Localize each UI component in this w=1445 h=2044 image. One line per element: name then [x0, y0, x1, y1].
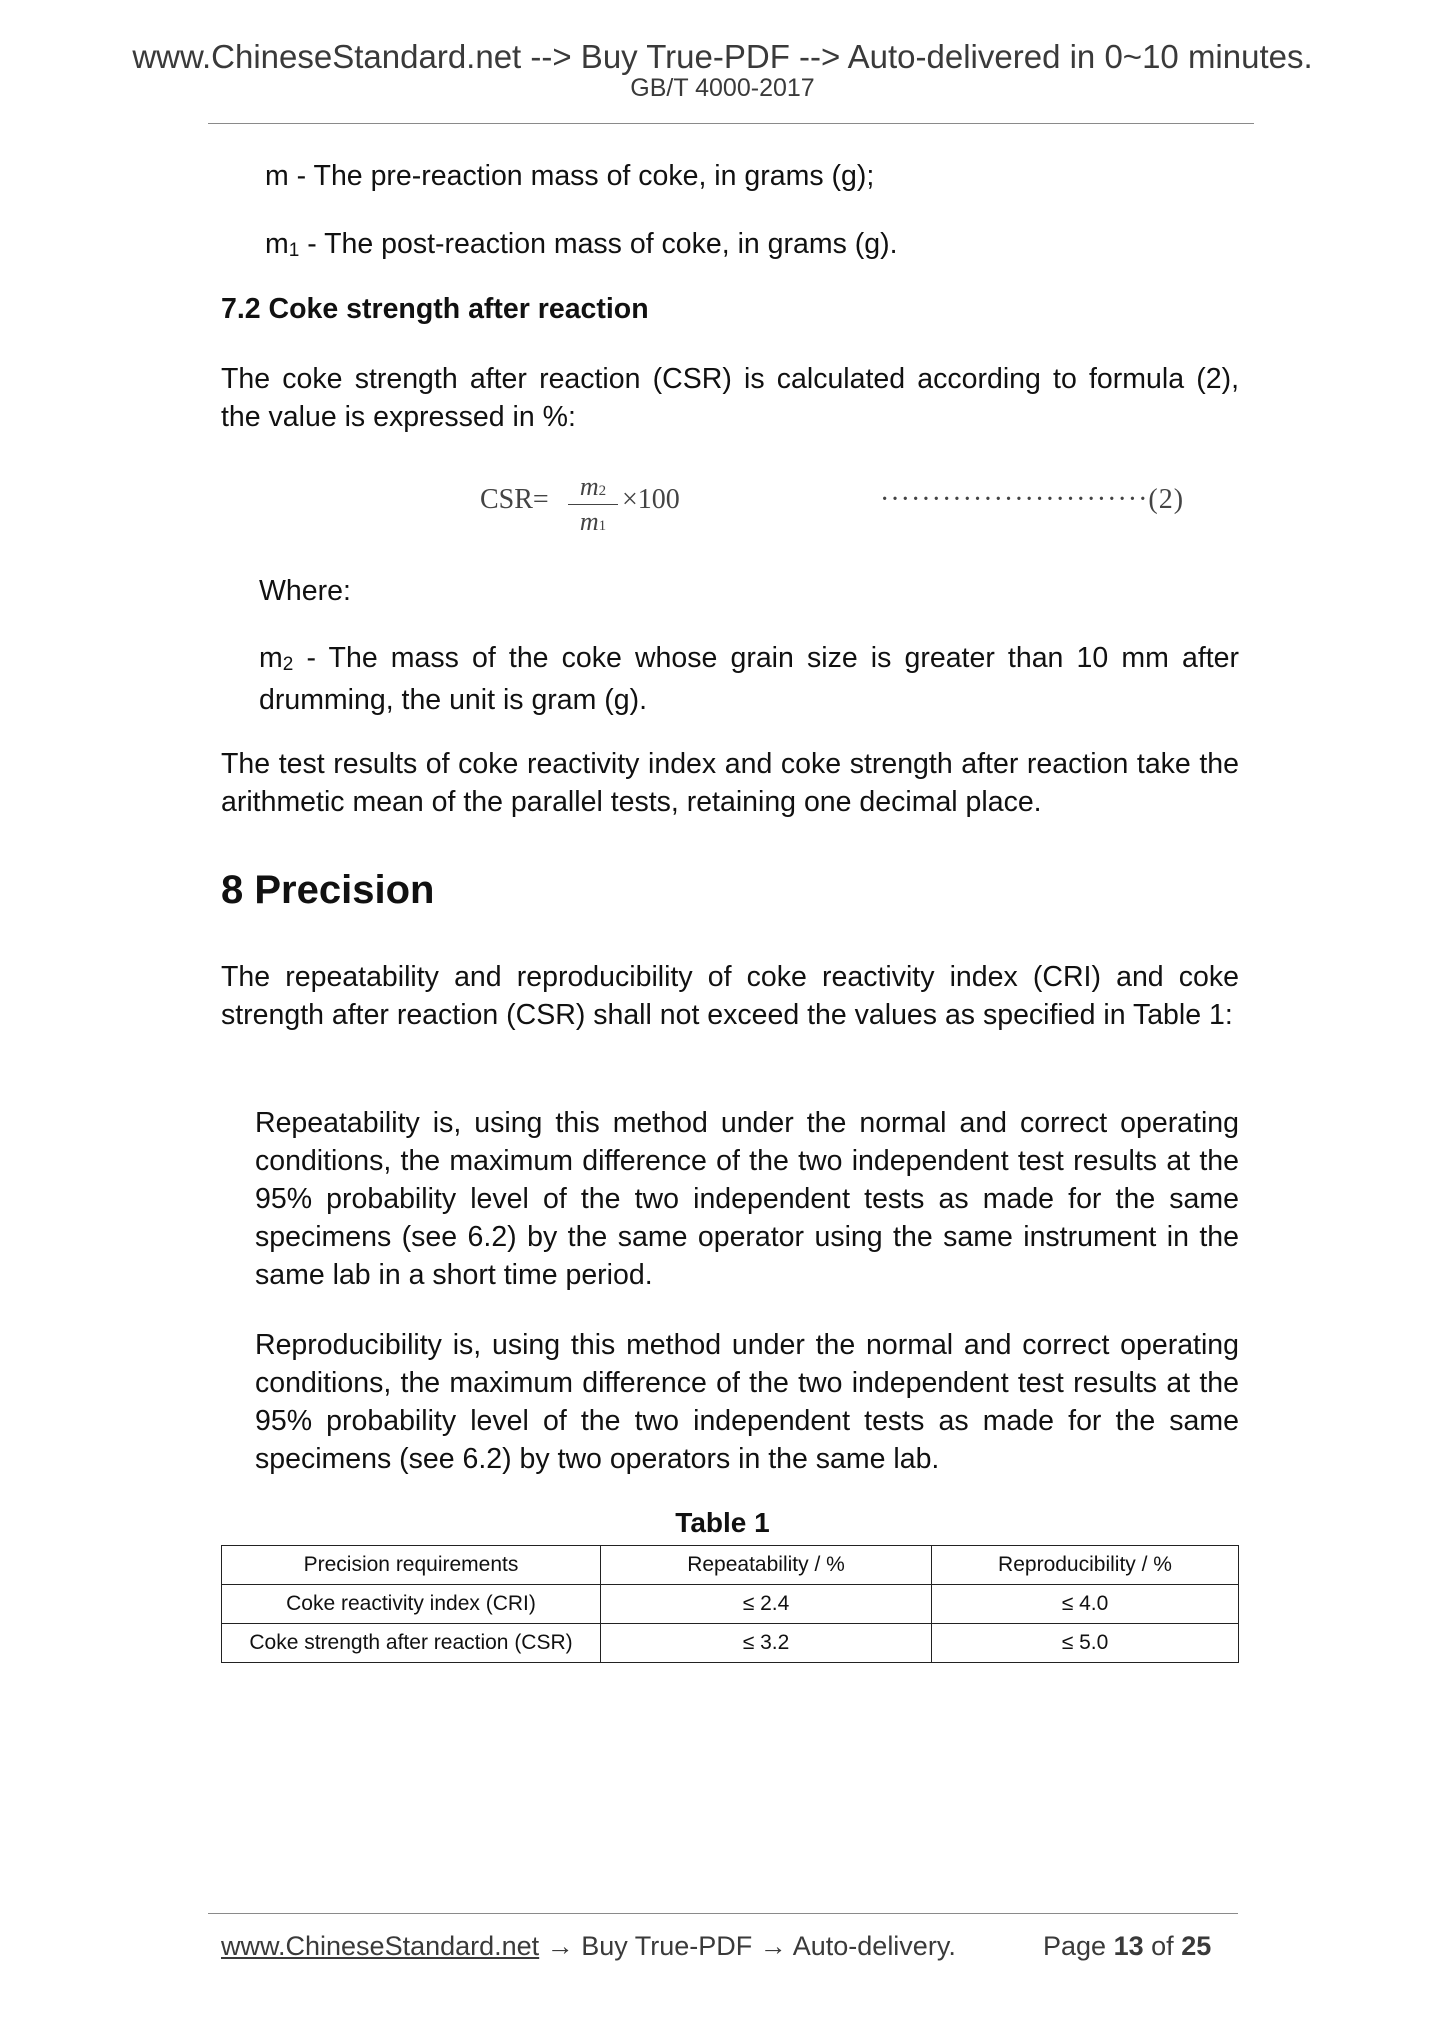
precision-table	[221, 1545, 1239, 1663]
def-m: m - The pre-reaction mass of coke, in grams (g);	[265, 160, 875, 192]
heading-8-precision: 8 Precision	[221, 868, 435, 912]
paragraph-csr-intro: The coke strength after reaction (CSR) is calculated according to formula (2), the value is expressed in %:	[221, 363, 1239, 433]
header-banner: www.ChineseStandard.net --> Buy True-PDF --> Auto-delivered in 0~10 minutes.	[132, 38, 1313, 75]
table-row	[222, 1585, 1239, 1624]
heading-7-2: 7.2 Coke strength after reaction	[221, 293, 649, 325]
formula-2	[480, 472, 1250, 552]
page-number: 13	[1113, 1931, 1144, 1961]
def-m2	[259, 639, 1239, 719]
footer-site-link[interactable]: www.ChineseStandard.net	[221, 1931, 540, 1961]
fraction-bar	[568, 504, 618, 505]
table-cell: Coke strength after reaction (CSR)	[222, 1624, 601, 1663]
table-header-cell: Reproducibility / %	[932, 1546, 1239, 1585]
var-m2: m	[259, 642, 283, 674]
table-cell: ≤ 3.2	[601, 1624, 932, 1663]
of-label: of	[1151, 1931, 1174, 1961]
table-row	[222, 1624, 1239, 1663]
sub-m2: 2	[282, 654, 294, 675]
var-m1: m	[265, 228, 289, 260]
where-label: Where:	[259, 575, 351, 607]
footer-page-info	[1043, 1931, 1211, 1962]
table-cell: ≤ 2.4	[601, 1585, 932, 1624]
table-header-row	[222, 1546, 1239, 1585]
paragraph-repeatability: Repeatability is, using this method under the normal and correct operating conditions, the maximum difference of the two independent test results at the 95% probability level of the two independent tests as made for the same specimens (see 6.2) by the same operator using the same instrument in the same lab in a short time period.	[255, 1107, 1239, 1291]
formula-lhs: CSR=	[480, 484, 549, 515]
def-m2-text: - The mass of the coke whose grain size is greater than 10 mm after drumming, the unit is gram (g).	[259, 642, 1239, 716]
def-m1	[265, 225, 1240, 267]
formula-rhs: ×100	[622, 484, 680, 515]
table-cell: Coke reactivity index (CRI)	[222, 1585, 601, 1624]
table-caption: Table 1	[675, 1507, 770, 1538]
page-label: Page	[1043, 1931, 1107, 1961]
header-divider	[208, 123, 1254, 124]
footer-tail: → Buy True-PDF → Auto-delivery.	[539, 1931, 956, 1961]
page-total: 25	[1181, 1931, 1212, 1961]
def-m1-text: - The post-reaction mass of coke, in grams (g).	[299, 228, 898, 260]
sub-m1: 1	[288, 240, 300, 261]
footer-left	[221, 1931, 956, 1962]
table-header-cell: Precision requirements	[222, 1546, 601, 1585]
paragraph-precision-intro: The repeatability and reproducibility of coke reactivity index (CRI) and coke strength after reaction (CSR) shall not exceed the values as specified in Table 1:	[221, 961, 1239, 1031]
formula-number: ··························(2)	[880, 484, 1185, 515]
standard-code: GB/T 4000-2017	[630, 74, 815, 102]
paragraph-reproducibility: Reproducibility is, using this method under the normal and correct operating conditions, the maximum difference of the two independent test results at the 95% probability level of the two independent tests as made for the same specimens (see 6.2) by two operators in the same lab.	[255, 1329, 1239, 1475]
footer-divider	[208, 1913, 1238, 1914]
table-cell: ≤ 5.0	[932, 1624, 1239, 1663]
formula-numerator: m2	[579, 472, 607, 501]
formula-fraction	[568, 472, 618, 537]
formula-denominator: m1	[579, 507, 607, 536]
paragraph-results: The test results of coke reactivity index and coke strength after reaction take the arithmetic mean of the parallel tests, retaining one decimal place.	[221, 748, 1239, 818]
table-cell: ≤ 4.0	[932, 1585, 1239, 1624]
table-header-cell: Repeatability / %	[601, 1546, 932, 1585]
